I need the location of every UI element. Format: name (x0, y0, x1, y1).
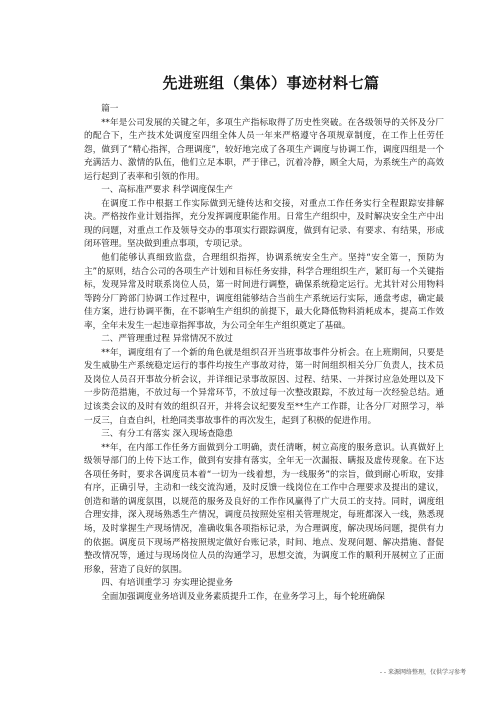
body-paragraph: **年，在内部工作任务方面做到分工明确，责任清晰，树立高度的服务意识。认真做好上级领导部门的上传下达工作，做到有安排有落实，全年无一次漏报、瞒报及虚传现象。在下达各项任务时，要求各调度员本着“一切为一线着想，为一线服务”的宗旨，做到耐心听取，安排有序，正确引导，主动和一线交流沟通，及时反馈一线岗位在工作中合理要求及提出的建议，创造和谐的调度氛围，以规范的服务及良好的工作作风赢得了广大员工的支持。同时，调度组合理安排，深入现场熟悉生产情况，调度员按照处室相关管理规定，每班都深入一线，熟悉现场，及时掌握生产现场情况，准确收集各项指标记录，为合理调度，解决现场问题，提供有力的依据。调度员下现场严格按照规定做好台账记录，时间、地点、发现问题、解决措施、督促整改情况等，通过与现场岗位人员的沟通学习，思想交流，为调度工作的顺利开展树立了正面形象，营造了良好的氛围。 (84, 442, 444, 575)
body-paragraph: **年，调度组有了一个新的角色就是组织召开当班事故事件分析会。在上班期间，只要是发生威胁生产系统稳定运行的事件均按生产事故对待，第一时间组织相关分厂负责人，技术员及岗位人员召开事故分析会议，并详细记录事故原因、过程、结果、一并探讨应急处理以及下一步防范措施，不放过每一个异常环节，不放过每一次整改跟踪，不放过每一次经验总结。通过该类会议的及时有效的组织召开，并将会议纪要发至**生产工作群，让各分厂对照学习，举一反三，自查自纠，杜绝同类事故事件的再次发生，起到了积极的促进作用。 (84, 347, 444, 426)
section-heading: 三、有分工有落实 深入现场查隐患 (101, 429, 233, 440)
page-footer: - - 来源网络整理，仅供学习参考 (379, 669, 466, 676)
body-paragraph: 他们能够认真细致监盘，合理组织指挥，协调系统安全生产。坚持“安全第一，预防为主”的原则，结合公司的各项生产计划和目标任务安排，科学合理组织生产，紧盯每一个关键指标，发现异常及时联系岗位人员，第一时间进行调整，确保系统稳定运行。尤其针对公用物料等跨分厂跨部门协调工作过程中，调度组能够结合当前生产系统运行实际，通盘考虑，确定最佳方案，进行协调平衡，在不影响生产组织的前提下，最大化降低物料消耗成本，提高工作效率，全年未发生一起违章指挥事故，为公司全年生产组织奠定了基础。 (84, 253, 444, 331)
section-heading: 四、有培训重学习 夯实理论提业务 (101, 578, 233, 589)
document-body (84, 103, 444, 604)
section-heading: 一、高标准严要求 科学调度保生产 (101, 185, 233, 196)
section-heading: 二、严管理重过程 异常情况不放过 (101, 334, 233, 345)
body-paragraph: 在调度工作中根据工作实际做到无缝传达和交接，对重点工作任务实行全程跟踪安排解决。严格按作业计划指挥，充分发挥调度职能作用。日常生产组织中，及时解决安全生产中出现的问题，对重点工作及领导交办的事项实行跟踪调度，做到有记录、有要求、有结果，形成闭环管理。坚决做到重点事项，专项记录。 (84, 198, 444, 250)
document-title: 先进班组（集体）事迹材料七篇 (162, 74, 380, 92)
section-label: 篇一 (101, 104, 119, 114)
body-paragraph: 全面加强调度业务培训及业务素质提升工作，在业务学习上，每个轮班确保 (101, 591, 385, 602)
body-paragraph: **年是公司发展的关键之年，多项生产指标取得了历史性突破。在各级领导的关怀及分厂的配合下，生产技术处调度室四组全体人员一年来严格遵守各项规章制度，在工作上任劳任怨，做到了“精心指挥，合理调度”，较好地完成了各项生产调度与协调工作，调度四组是一个充满活力、激情的队伍，他们立足本职，严于律己，沉着冷静，顾全大局，为系统生产的高效运行起到了表率和引领的作用。 (84, 117, 444, 182)
